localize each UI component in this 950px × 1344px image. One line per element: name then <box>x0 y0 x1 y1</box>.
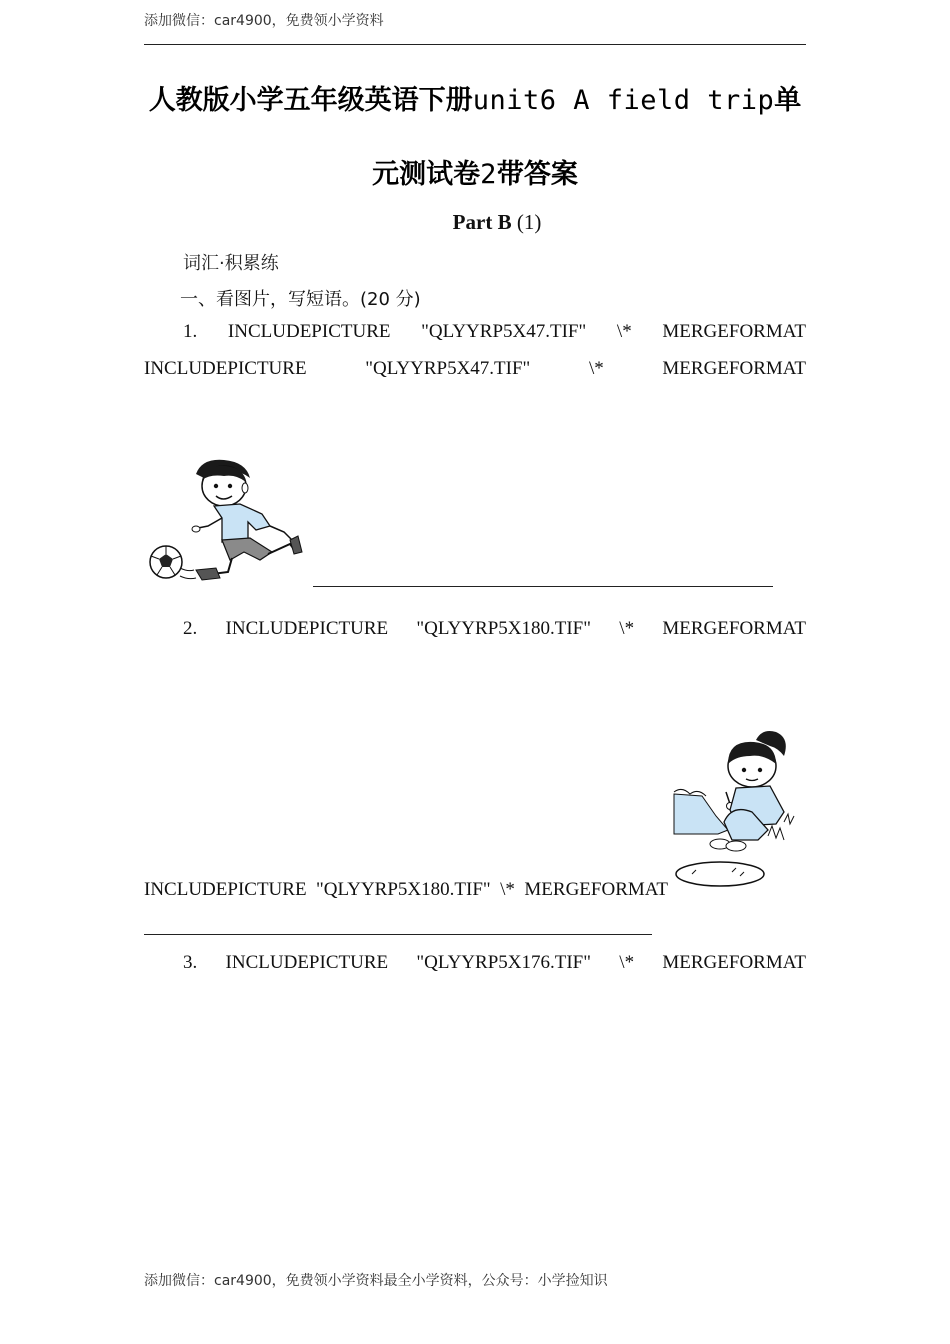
q1-answer-blank[interactable] <box>313 586 773 587</box>
footer-note: 添加微信：car4900，免费领小学资料最全小学资料，公众号：小学捡知识 <box>144 1273 608 1289</box>
q2-word-4: MERGEFORMAT <box>662 618 806 639</box>
header-note: 添加微信：car4900，免费领小学资料 <box>144 13 384 29</box>
title-chinese-part-3: 元测试卷 <box>372 159 481 190</box>
section-category: 词汇·积累练 <box>183 253 279 274</box>
boy-kicking-football-icon <box>144 456 308 588</box>
q2-line-2: INCLUDEPICTURE "QLYYRP5X180.TIF" \* MERGEFORMAT <box>144 879 668 900</box>
q1-word-4: MERGEFORMAT <box>662 321 806 342</box>
part-heading <box>144 210 850 235</box>
q1-line2-word-4: MERGEFORMAT <box>662 358 806 379</box>
page-title-line-2 <box>144 152 806 191</box>
part-number: (1) <box>516 210 542 234</box>
title-chinese-part-4: 带答案 <box>496 159 578 190</box>
q1-number: 1. <box>183 321 198 342</box>
part-label: Part B <box>452 210 512 234</box>
title-chinese-part-1: 人教版小学五年级英语下册 <box>148 85 473 116</box>
q1-line-1 <box>183 321 806 343</box>
q1-word-1: INCLUDEPICTURE <box>227 321 391 342</box>
q1-line2-word-2: "QLYYRP5X47.TIF" <box>365 358 531 379</box>
page-title-line-1 <box>144 78 806 117</box>
q1-line-2 <box>144 358 806 380</box>
girl-sitting-writing-icon <box>672 726 806 894</box>
q1-word-2: "QLYYRP5X47.TIF" <box>421 321 587 342</box>
section-instruction: 一、看图片，写短语。(20 分) <box>180 289 421 310</box>
q2-number: 2. <box>183 618 198 639</box>
q3-word-1: INCLUDEPICTURE <box>225 952 389 973</box>
title-number: 2 <box>480 159 497 190</box>
q1-line2-word-1: INCLUDEPICTURE <box>144 358 307 379</box>
q2-answer-blank[interactable] <box>144 934 652 935</box>
q2-word-3: \* <box>619 618 635 639</box>
title-english-part: unit6 A field trip <box>472 85 775 116</box>
q3-word-2: "QLYYRP5X176.TIF" <box>416 952 591 973</box>
q3-word-3: \* <box>619 952 635 973</box>
q3-line-1 <box>183 952 806 974</box>
q3-word-4: MERGEFORMAT <box>662 952 806 973</box>
q2-word-2: "QLYYRP5X180.TIF" <box>416 618 591 639</box>
q1-word-3: \* <box>616 321 632 342</box>
q2-word-1: INCLUDEPICTURE <box>225 618 389 639</box>
q3-number: 3. <box>183 952 198 973</box>
q1-line2-word-3: \* <box>588 358 604 379</box>
title-chinese-part-2: 单 <box>774 85 802 116</box>
q2-line-1 <box>183 618 806 640</box>
header-divider <box>144 44 806 45</box>
